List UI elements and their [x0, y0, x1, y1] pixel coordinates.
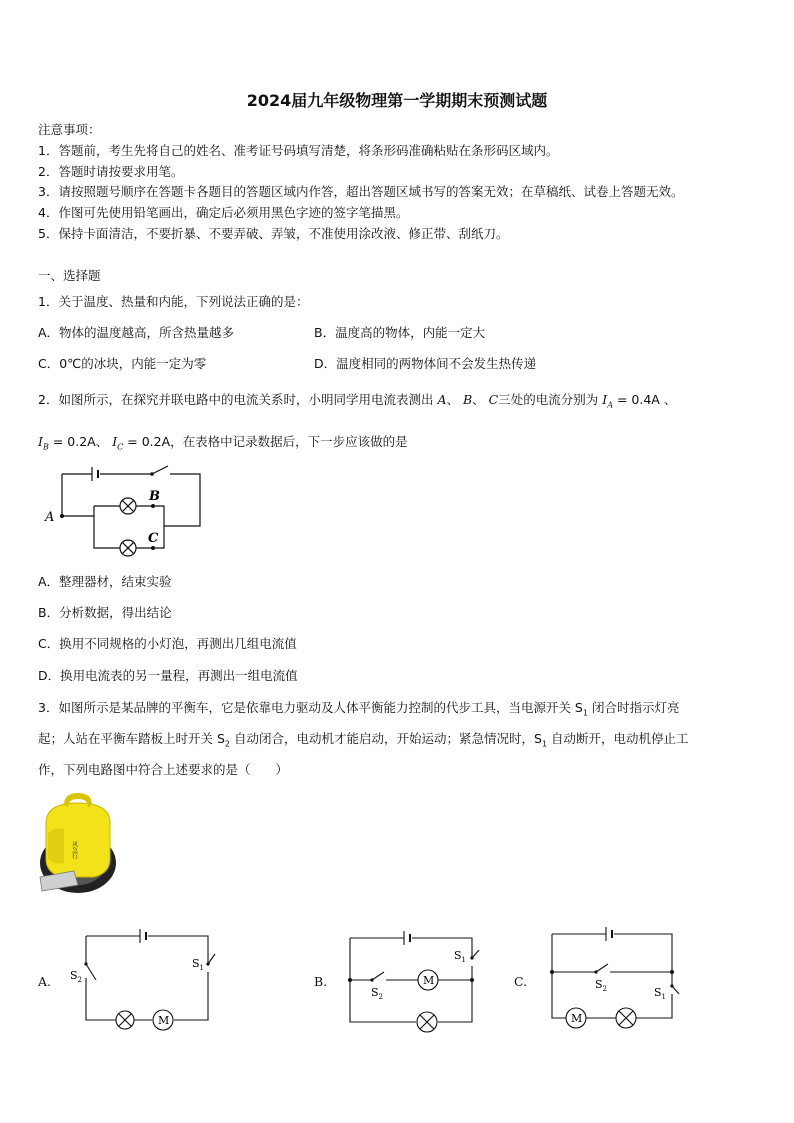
- q1-option-b: B．温度高的物体，内能一定大: [314, 325, 486, 340]
- circuit-a-label: A.: [38, 974, 52, 989]
- vehicle-brand-text: 风急行: [70, 841, 78, 859]
- circuit-b-s2: $S_2$: [371, 986, 384, 1001]
- q2-option-c: C．换用不同规格的小灯泡，再测出几组电流值: [38, 636, 297, 651]
- section-heading: 一、选择题: [38, 268, 101, 283]
- circuit-c-motor: M: [571, 1012, 583, 1025]
- question-2-stem: 2．如图所示，在探究并联电路中的电流关系时，小明同学用电流表测出 A、 B、 C三处的电流分别为 $I_A = 0.4A$ 、: [38, 392, 677, 410]
- question-3-stem-cont2: 作，下列电路图中符合上述要求的是（ ）: [38, 762, 289, 777]
- circuit-c-s2: $S_2$: [595, 978, 608, 993]
- notice-item: 1．答题前，考生先将自己的姓名、准考证号码填写清楚，将条形码准确粘贴在条形码区域内。: [38, 143, 559, 158]
- circuit-b-s1: $S_1$: [454, 949, 467, 964]
- balance-vehicle-image: [34, 793, 122, 895]
- label-c: C: [148, 531, 159, 546]
- circuit-b-diagram: [334, 928, 484, 1028]
- question-3-stem: 3．如图所示是某品牌的平衡车，它是依靠电力驱动及人体平衡能力控制的代步工具，当电源开关 $S_1$ 闭合时指示灯亮: [38, 700, 680, 718]
- circuit-a-motor: M: [158, 1014, 170, 1027]
- page-title: 2024届九年级物理第一学期期末预测试题: [246, 91, 548, 110]
- question-3-stem-cont: 起；人站在平衡车踏板上时开关 $S_2$ 自动闭合，电动机才能启动，开始运动；紧急情况时，$S_1$ 自动断开，电动机停止工: [38, 731, 689, 749]
- q2-circuit-diagram: [40, 462, 210, 558]
- circuit-c-diagram: [536, 924, 686, 1028]
- q2-option-b: B．分析数据，得出结论: [38, 605, 172, 620]
- circuit-c-label: C.: [514, 974, 528, 989]
- circuit-a-s2: $S_2$: [70, 969, 83, 984]
- circuit-a-s1: $S_1$: [192, 957, 205, 972]
- notice-item: 2．答题时请按要求用笔。: [38, 164, 184, 179]
- q1-option-a: A．物体的温度越高，所含热量越多: [38, 325, 235, 340]
- q1-option-d: D．温度相同的两物体间不会发生热传递: [314, 356, 537, 371]
- q2-option-a: A．整理器材，结束实验: [38, 574, 172, 589]
- notice-item: 5．保持卡面清洁，不要折暴、不要弄破、弄皱，不准使用涂改液、修正带、刮纸刀。: [38, 226, 509, 241]
- circuit-a-diagram: [70, 924, 220, 1028]
- label-a: A: [45, 510, 55, 525]
- q1-option-c: C．0℃的冰块，内能一定为零: [38, 356, 207, 371]
- circuit-b-label: B.: [314, 974, 328, 989]
- q2-option-d: D．换用电流表的另一量程，再测出一组电流值: [38, 668, 298, 683]
- notice-heading: 注意事项：: [38, 122, 101, 137]
- circuit-c-s1: $S_1$: [654, 986, 667, 1001]
- question-1-stem: 1．关于温度、热量和内能，下列说法正确的是：: [38, 294, 309, 309]
- question-2-stem-cont: $I_B = 0.2A$、 $I_C = 0.2A$，在表格中记录数据后，下一步应该做的是: [38, 434, 408, 452]
- notice-item: 3．请按照题号顺序在答题卡各题目的答题区域内作答，超出答题区域书写的答案无效；在草稿纸、试卷上答题无效。: [38, 184, 684, 199]
- circuit-b-motor: M: [423, 974, 435, 987]
- label-b: B: [149, 489, 160, 504]
- notice-item: 4．作图可先使用铅笔画出，确定后必须用黑色字迹的签字笔描黑。: [38, 205, 409, 220]
